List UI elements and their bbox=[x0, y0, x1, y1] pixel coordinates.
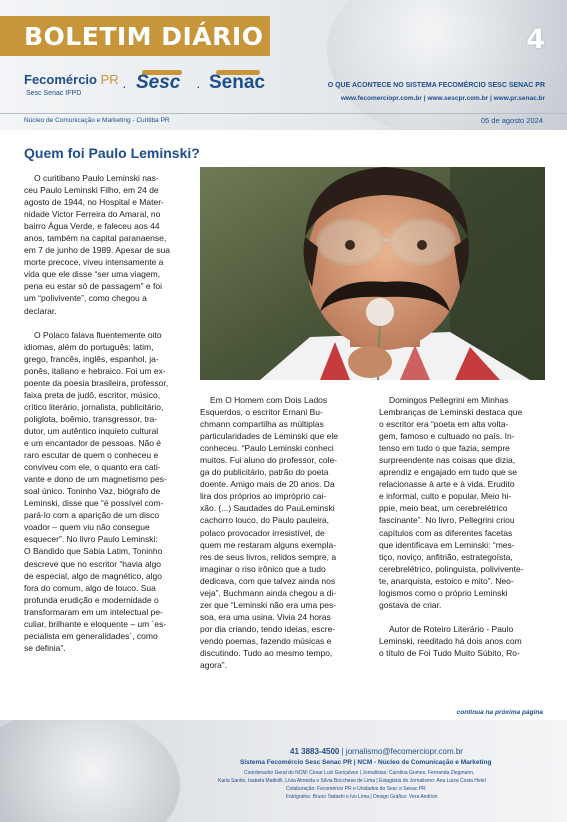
text-line: faixa preta de judô, escritor, músico, bbox=[24, 389, 161, 400]
credits-line: Karla Santin, Isabela Mattiolli, Lívia Almeida e Silvia Bocchese de Lima | Estagiária de Jornalismo: Ana Luiza Costa Helel bbox=[218, 778, 486, 784]
text-line: logismos como o próprio Leminski bbox=[379, 587, 508, 598]
separator-dot: · bbox=[122, 78, 127, 94]
text-line: muitos. Fui aluno do professor, cole- bbox=[200, 455, 338, 466]
text-line: polaco provocador irresistível, de bbox=[200, 527, 325, 538]
text-line: tiço, noviço, anfitrião, estrategoísta, bbox=[379, 551, 513, 562]
text-line: culiar, brilhante e eloquente – um ´es- bbox=[24, 618, 167, 629]
text-line: capítulos com as diferentes facetas bbox=[379, 527, 513, 538]
text-line: quem me restaram alguns exempla- bbox=[200, 539, 337, 550]
text-line: conviveu com ele, o quanto era cati- bbox=[24, 462, 161, 473]
text-line: voador – quem viu não consegue bbox=[24, 522, 150, 533]
portrait-photo bbox=[200, 167, 545, 380]
text-line: discutindo. Tudo ao mesmo tempo, bbox=[200, 647, 333, 658]
text-line: idiomas, além do português: latim, bbox=[24, 341, 154, 352]
text-line: fora do comum, algo de louco. Sua bbox=[24, 582, 156, 593]
text-line: Domingos Pellegrini em Minhas bbox=[389, 395, 509, 405]
text-line: O Polaco falava fluentemente oito bbox=[34, 329, 162, 340]
text-line: ceu Paulo Leminski Filho, em 24 de bbox=[24, 185, 159, 196]
text-line: Leminski, reeditado há dois anos com bbox=[379, 635, 522, 646]
continued-note: continua na próxima página bbox=[456, 709, 543, 716]
text-line: ga do publicitário, patrão do poeta bbox=[200, 467, 329, 478]
contact-line bbox=[290, 747, 463, 756]
column-2 bbox=[200, 394, 366, 671]
article-headline: Quem foi Paulo Leminski? bbox=[24, 145, 200, 161]
fecomercio-logo-sub: Sesc Senac IFPD bbox=[26, 90, 82, 97]
text-line: Leminski, disse que “é possível com- bbox=[24, 498, 164, 509]
text-line: O Bandido que Sabia Latim, Toninho bbox=[24, 546, 163, 557]
disc-graphic bbox=[0, 720, 180, 822]
text-line: bairro Água Verde, e faleceu aos 44 bbox=[24, 221, 160, 232]
text-line: aprendiz e engajado em tudo que se bbox=[379, 467, 517, 478]
text-line: tenso em tudo o que fazia, sempre bbox=[379, 443, 510, 454]
text-line: soa, era uma usina. Vivia 24 horas bbox=[200, 611, 331, 622]
text-line: anos, também na capital paranaense, bbox=[24, 233, 167, 244]
text-line: poliglota, boêmio, transgressor, tra- bbox=[24, 413, 158, 424]
text-line: ppie, meio beat, um cerebrelétrico bbox=[379, 503, 508, 514]
text-line: se definia”. bbox=[24, 642, 66, 653]
text-line: profunda erudição e modernidade o bbox=[24, 594, 159, 605]
text-line: agosto de 1944, no Hospital e Mater- bbox=[24, 197, 164, 208]
fecomercio-logo[interactable]: Fecomércio PR bbox=[24, 72, 119, 87]
text-line: Autor de Roteiro Literário - Paulo bbox=[389, 623, 514, 634]
senac-logo[interactable]: Senac bbox=[209, 72, 265, 93]
text-line: Lembranças de Leminski destaca que bbox=[379, 407, 523, 418]
text-line: te, anarquista, estoico e mito”. Neo- bbox=[379, 575, 514, 586]
text-line: nidade Victor Ferreira do Amaral, no bbox=[24, 209, 161, 220]
text-line: relacionasse à arte e à vida. Erudito bbox=[379, 479, 515, 490]
text-line bbox=[24, 317, 190, 329]
text-line: descreve que no escritor “havia algo bbox=[24, 558, 162, 569]
text-line: pena eu estar só de passagem” e foi bbox=[24, 281, 162, 292]
text-line: crítico literário, jornalista, publicitário, bbox=[24, 401, 164, 412]
text-line bbox=[379, 611, 545, 623]
text-line: poente da poesia brasileira, professor, bbox=[24, 377, 169, 388]
text-line: um “polivivente”, como chegou a bbox=[24, 293, 147, 304]
footer bbox=[0, 720, 567, 822]
text-line: res de seus livros, relidos sempre, a bbox=[200, 551, 337, 562]
separator-dot: · bbox=[196, 78, 201, 94]
phone-number[interactable]: 41 3883-4500 bbox=[290, 747, 340, 756]
text-line: veja”. Buchmann ainda chegou a di- bbox=[200, 587, 337, 598]
text-line: surpreendente nas coisas que dizia, bbox=[379, 455, 516, 466]
text-line: doente. Amigo mais de 20 anos. Da bbox=[200, 479, 335, 490]
text-line: Em O Homem com Dois Lados bbox=[210, 395, 328, 405]
title-bar bbox=[0, 16, 270, 56]
column-1 bbox=[24, 172, 190, 654]
text-line: por dia criando, tendo ideias, escre- bbox=[200, 623, 336, 634]
portrait-illustration bbox=[200, 167, 545, 380]
text-line: raro escutar de quem o conheceu e bbox=[24, 450, 159, 461]
text-line: grego, francês, inglês, espanhol, ja- bbox=[24, 353, 159, 364]
text-line: vendo poemas, fazendo músicas e bbox=[200, 635, 332, 646]
text-line: o escritor era “poeta em alta volta- bbox=[379, 419, 509, 430]
text-line: esquecer”. No livro Paulo Leminski: bbox=[24, 534, 158, 545]
text-line: pará-lo com a aparição de um disco bbox=[24, 510, 160, 521]
text-line: gostava de criar. bbox=[379, 599, 442, 610]
text-line: conheceu. “Paulo Leminski conheci bbox=[200, 443, 334, 454]
header bbox=[0, 0, 567, 130]
logos bbox=[24, 68, 284, 108]
text-line: cerebrelétrico, polinguista, polivivente- bbox=[379, 563, 524, 574]
text-line: vida que ele disse “ser uma viagem, bbox=[24, 269, 161, 280]
header-subbar bbox=[0, 113, 567, 130]
text-line: e informal, culto e popular. Meio hi- bbox=[379, 491, 512, 502]
text-line: declarar. bbox=[24, 305, 57, 316]
text-line: e um encantador de pessoas. Não é bbox=[24, 438, 162, 449]
text-line: dutor, um autêntico inquieto cultural bbox=[24, 425, 159, 436]
text-line: particularidades de Leminski que ele bbox=[200, 431, 338, 442]
text-line: vante e dono de um magnetismo pes- bbox=[24, 474, 167, 485]
text-line: O curitibano Paulo Leminski nas- bbox=[34, 173, 159, 183]
column-3 bbox=[379, 394, 545, 659]
tagline: O QUE ACONTECE NO SISTEMA FECOMÉRCIO SESC SENAC PR bbox=[327, 82, 545, 89]
credits-line: Colaboração: Fecomércio PR e Unidades do Sesc e Senac PR bbox=[286, 786, 426, 792]
newsletter-title: BOLETIM DIÁRIO bbox=[24, 22, 264, 51]
text-line: gem, famoso e cultuado no país. In- bbox=[379, 431, 515, 442]
text-line: em 7 de junho de 1989. Apesar de sua bbox=[24, 245, 171, 256]
text-line: soal único. Toninho Vaz, biógrafo de bbox=[24, 486, 161, 497]
text-line: o título de Foi Tudo Muito Súbito, Ro- bbox=[379, 647, 520, 658]
text-line: dedicava, com que talvez ainda nos bbox=[200, 575, 336, 586]
text-line: que identificava em Leminski: “mes- bbox=[379, 539, 515, 550]
text-line: lira dos próprios ao impróprio cai- bbox=[200, 491, 327, 502]
issue-date: 05 de agosto 2024 bbox=[480, 116, 543, 125]
text-line: fascinante”. No livro, Pellegrini criou bbox=[379, 515, 515, 526]
text-line: chmann compartilha as múltiplas bbox=[200, 419, 324, 430]
contact-email[interactable]: | jornalismo@fecomerciopr.com.br bbox=[341, 747, 463, 756]
text-line: transformaram em um intelectual pe- bbox=[24, 606, 163, 617]
text-line: Esquerdos, o escritor Ernani Bu- bbox=[200, 407, 323, 418]
text-line: ponês, italiano e hebraico. Foi um ex- bbox=[24, 365, 166, 376]
text-line: cachorro louco, do Paulo pauleira, bbox=[200, 515, 329, 526]
credits-line: Coordenador Geral do NCM: Cesar Luiz Gonçalves | Jornalistas: Carolina Gomes, Fernanda Ziegmann, bbox=[244, 770, 475, 776]
page-number: 4 bbox=[526, 24, 545, 55]
text-line: zer que “Leminski não era uma pes- bbox=[200, 599, 337, 610]
globe-graphic bbox=[327, 0, 567, 130]
text-line: pecialista em generalidades´, como bbox=[24, 630, 158, 641]
credits-line: Fotógrafos: Bruno Tadashi e Ivo Lima | Design Gráfico: Vera Andrion bbox=[286, 794, 438, 800]
department-label: Núcleo de Comunicação e Marketing - Curitiba PR bbox=[24, 117, 170, 124]
site-urls[interactable]: www.fecomerciopr.com.br | www.sescpr.com.br | www.pr.senac.br bbox=[340, 95, 545, 102]
text-line: de especial, algo de magnético, algo bbox=[24, 570, 162, 581]
text-line: imaginar o riso irônico que a tudo bbox=[200, 563, 326, 574]
text-line: agora”. bbox=[200, 660, 227, 671]
text-line: xão. (...) Saudades do PauLeminski bbox=[200, 503, 335, 514]
system-line: Sistema Fecomércio Sesc Senac PR | NCM - Núcleo de Comunicação e Marketing bbox=[240, 759, 492, 766]
sesc-logo[interactable]: Sesc bbox=[136, 72, 181, 93]
text-line: morte precoce, viveu intensamente a bbox=[24, 257, 164, 268]
